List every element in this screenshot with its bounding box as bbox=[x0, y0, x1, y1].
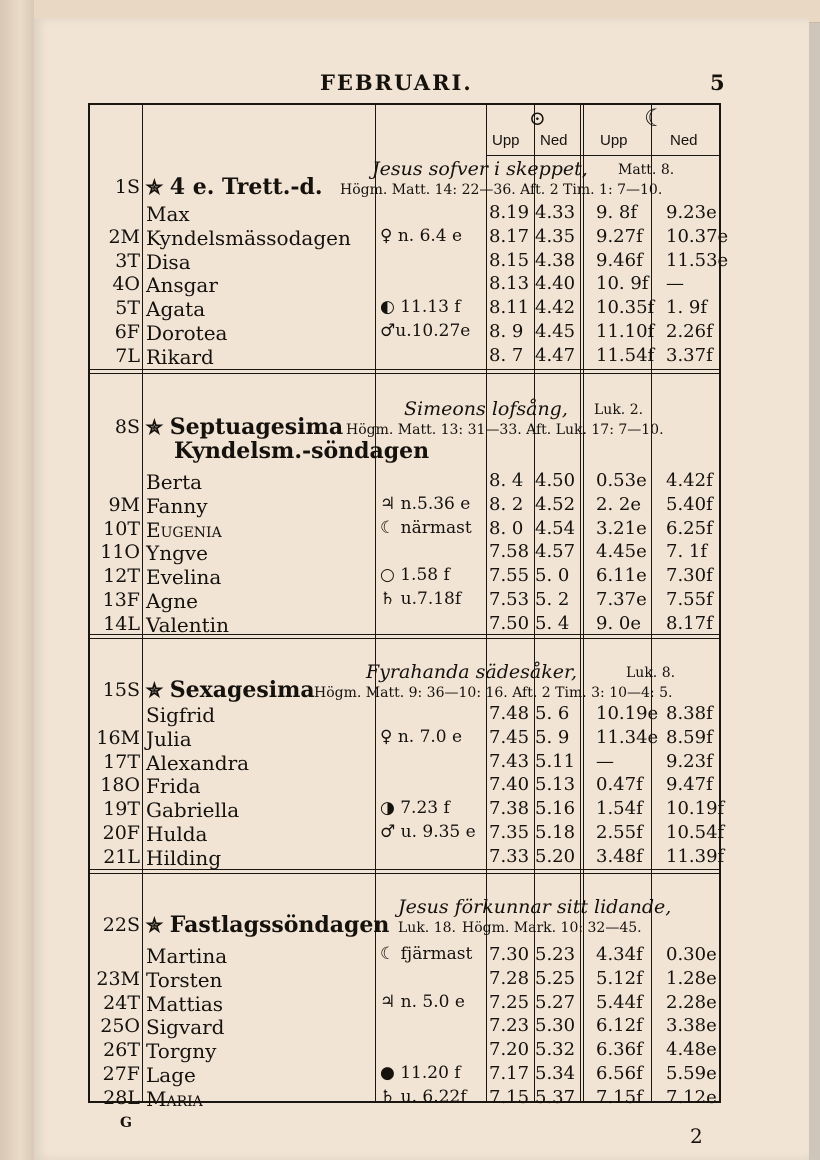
moon-set: 7.55f bbox=[666, 589, 713, 610]
signature-letter: G bbox=[120, 1115, 132, 1131]
saint-name: Sigvard bbox=[146, 1015, 225, 1040]
week-divider-3b bbox=[90, 873, 719, 874]
astro-note: ◑ 7.23 f bbox=[380, 798, 450, 819]
sun-rise: 7.55 bbox=[489, 565, 530, 587]
moon-set: 11.53e bbox=[666, 249, 729, 271]
saint-name: Sigfrid bbox=[146, 703, 216, 727]
moon-set: — bbox=[666, 273, 684, 295]
sunday-title-text: 4 e. Trett.-d. bbox=[169, 174, 323, 200]
saint-name: Agata bbox=[146, 297, 206, 322]
saint-name: Frida bbox=[146, 774, 201, 799]
moon-set: 5.59e bbox=[666, 1063, 717, 1084]
saint-name: Disa bbox=[146, 249, 191, 274]
sun-rise: 8.17 bbox=[489, 225, 530, 247]
sun-rise: 7.15 bbox=[489, 1086, 530, 1108]
gospel-ref: Luk. 18. bbox=[398, 920, 456, 936]
rule-moon bbox=[651, 105, 652, 1101]
astro-note: ♃ n. 5.0 e bbox=[380, 991, 465, 1012]
moon-set: 8.38f bbox=[666, 703, 713, 724]
moon-set: 2.28e bbox=[666, 991, 717, 1013]
day-label: 26T bbox=[103, 1039, 140, 1062]
month-title: FEBRUARI. bbox=[320, 70, 473, 95]
moon-rise: 6.36f bbox=[596, 1039, 643, 1061]
moon-set: 8.59f bbox=[666, 726, 713, 748]
saint-name: Hulda bbox=[146, 822, 208, 846]
moon-rise: 10.35f bbox=[596, 297, 655, 319]
sun-rise: 7.20 bbox=[489, 1039, 530, 1061]
day-label: 27F bbox=[102, 1063, 140, 1085]
sun-rise: 8.15 bbox=[489, 249, 530, 271]
sun-rise: 8.19 bbox=[489, 202, 530, 223]
sun-set: 4.50 bbox=[535, 470, 576, 491]
moon-rise: 3.21e bbox=[596, 517, 647, 539]
gospel-text: Jesus sofver i skeppet, bbox=[372, 158, 588, 180]
day-label: 9M bbox=[108, 493, 140, 516]
moon-rise: 9.27f bbox=[596, 225, 643, 247]
sun-rise: 7.28 bbox=[489, 967, 530, 989]
sunday-readings: Högm. Mark. 10: 32—45. bbox=[462, 920, 642, 936]
saint-name: Hilding bbox=[146, 845, 222, 870]
moon-set: 9.23e bbox=[666, 202, 717, 223]
sun-rise: 7.43 bbox=[489, 750, 530, 772]
sun-rise: 8. 7 bbox=[489, 344, 524, 366]
sun-down-header: Ned bbox=[540, 132, 568, 149]
sun-set: 5.18 bbox=[535, 822, 576, 843]
sunday-readings: Högm. Matt. 14: 22—36. Aft. 2 Tim. 1: 7—10. bbox=[340, 182, 663, 198]
moon-set: 7.12e bbox=[666, 1086, 717, 1108]
sun-set: 5.30 bbox=[535, 1015, 576, 1037]
sun-rise: 7.45 bbox=[489, 726, 530, 748]
sun-rise: 7.40 bbox=[489, 774, 530, 796]
sun-set: 4.40 bbox=[535, 273, 576, 295]
moon-set: 8.17f bbox=[666, 612, 713, 634]
moon-rise: 10.19e bbox=[596, 703, 659, 724]
sunday-star-icon: ✮ bbox=[146, 913, 170, 937]
moon-set: 11.39f bbox=[666, 845, 725, 867]
saint-name: Fanny bbox=[146, 493, 208, 518]
moon-rise: 4.45e bbox=[596, 541, 647, 563]
saint-name: Alexandra bbox=[146, 750, 250, 775]
moon-set: 4.48e bbox=[666, 1039, 717, 1061]
sunday-date: 1S bbox=[114, 176, 140, 198]
rule-sun-moon bbox=[580, 105, 584, 1101]
saint-name: Valentin bbox=[146, 612, 229, 637]
moon-set: 1.28e bbox=[666, 967, 717, 989]
sun-set: 5.27 bbox=[535, 991, 576, 1013]
sun-rise: 7.38 bbox=[489, 798, 530, 820]
rule-day bbox=[142, 105, 143, 1101]
day-label: 20F bbox=[102, 822, 140, 844]
saint-name: Maria bbox=[146, 1086, 203, 1111]
moon-rise: 6.56f bbox=[596, 1063, 643, 1084]
moon-rise: 6.11e bbox=[596, 565, 647, 587]
moon-set: 2.26f bbox=[666, 321, 713, 342]
week-divider-2b bbox=[90, 638, 719, 639]
gospel-ref: Luk. 8. bbox=[626, 665, 676, 681]
day-label: 5T bbox=[115, 297, 140, 320]
sheet-number: 2 bbox=[690, 1124, 703, 1148]
moon-set: 5.40f bbox=[666, 493, 713, 515]
sun-rise: 7.48 bbox=[489, 703, 530, 724]
sunday-title-text: Fastlagssöndagen bbox=[169, 912, 390, 938]
saint-name: Julia bbox=[146, 726, 192, 751]
day-label: 10T bbox=[103, 517, 140, 540]
moon-rise: 3.48f bbox=[596, 845, 643, 867]
moon-set: 0.30e bbox=[666, 944, 717, 965]
moon-rise: 2. 2e bbox=[596, 493, 641, 515]
sun-rise: 7.35 bbox=[489, 822, 530, 843]
sunday-title-text: Sexagesima bbox=[169, 677, 315, 703]
moon-set: 10.54f bbox=[666, 822, 725, 843]
moon-set: 9.47f bbox=[666, 774, 713, 796]
moon-rise: 10. 9f bbox=[596, 273, 649, 295]
sun-rise: 7.50 bbox=[489, 612, 530, 634]
moon-rise: 11.34e bbox=[596, 726, 659, 748]
sunday-title bbox=[146, 912, 389, 938]
moon-set: 3.38e bbox=[666, 1015, 717, 1037]
day-label: 25O bbox=[100, 1015, 140, 1038]
day-label: 18O bbox=[100, 774, 140, 797]
moon-set: 4.42f bbox=[666, 470, 713, 491]
day-label: 6F bbox=[114, 321, 140, 343]
sunday-readings: Högm. Matt. 9: 36—10: 16. Aft. 2 Tim. 3: 10—4: 5. bbox=[314, 685, 673, 701]
rule-name bbox=[375, 105, 376, 1101]
moon-set: 10.37e bbox=[666, 225, 729, 247]
saint-name: Evelina bbox=[146, 565, 222, 590]
moon-set: 10.19f bbox=[666, 798, 725, 820]
sunday-star-icon: ✮ bbox=[146, 678, 170, 702]
saint-name: Berta bbox=[146, 470, 203, 494]
sun-set: 5.32 bbox=[535, 1039, 576, 1061]
sun-rise: 7.17 bbox=[489, 1063, 530, 1084]
sun-set: 4.35 bbox=[535, 225, 576, 247]
day-label: 17T bbox=[103, 750, 140, 773]
moon-up-header: Upp bbox=[600, 132, 628, 149]
sun-rise: 8. 2 bbox=[489, 493, 524, 515]
day-label: 7L bbox=[115, 344, 140, 367]
sunday-date: 22S bbox=[102, 914, 140, 936]
sun-rise: 7.53 bbox=[489, 589, 530, 610]
moon-set: 7.30f bbox=[666, 565, 713, 587]
saint-name: Torgny bbox=[146, 1039, 217, 1064]
astro-note: ♀ n. 7.0 e bbox=[380, 726, 463, 747]
moon-rise: — bbox=[596, 750, 614, 772]
page-number: 5 bbox=[710, 70, 725, 95]
sunday-title bbox=[146, 414, 343, 440]
saint-name: Eugenia bbox=[146, 517, 222, 542]
sun-rise: 8.13 bbox=[489, 273, 530, 295]
sun-set: 5.34 bbox=[535, 1063, 576, 1084]
sun-set: 5.16 bbox=[535, 798, 576, 820]
moon-set: 9.23f bbox=[666, 750, 713, 772]
saint-name: Rikard bbox=[146, 344, 214, 369]
gospel-text: Fyrahanda sädesåker, bbox=[366, 661, 578, 683]
sun-rise: 7.30 bbox=[489, 944, 530, 965]
left-page-edge bbox=[0, 0, 34, 1160]
moon-icon: ☾ bbox=[644, 104, 666, 132]
saint-name: Gabriella bbox=[146, 798, 240, 823]
sunday-star-icon: ✮ bbox=[146, 175, 170, 199]
moon-rise: 1.54f bbox=[596, 798, 643, 820]
sun-set: 5.13 bbox=[535, 774, 576, 796]
moon-rise: 6.12f bbox=[596, 1015, 643, 1037]
astro-note: ● 11.20 f bbox=[380, 1063, 461, 1083]
sunday-date: 8S bbox=[114, 416, 140, 438]
moon-rise: 2.55f bbox=[596, 822, 643, 843]
astro-note: ○ 1.58 f bbox=[380, 565, 450, 586]
sun-set: 5. 2 bbox=[535, 589, 570, 610]
moon-rise: 9.46f bbox=[596, 249, 643, 271]
day-label: 4O bbox=[112, 273, 140, 296]
sunday-subtitle: Kyndelsm.-söndagen bbox=[174, 438, 430, 464]
sun-rise: 8. 0 bbox=[489, 517, 524, 539]
astro-note: ♀ n. 6.4 e bbox=[380, 225, 463, 246]
sun-rise: 7.58 bbox=[489, 541, 530, 563]
day-label: 3T bbox=[115, 249, 140, 272]
sun-icon: ⊙ bbox=[529, 106, 546, 130]
day-label: 11O bbox=[100, 541, 140, 564]
sun-set: 4.57 bbox=[535, 541, 576, 563]
sun-rise: 7.33 bbox=[489, 845, 530, 867]
astro-note: ♂u.10.27e bbox=[380, 321, 471, 341]
astro-note: ♂ u. 9.35 e bbox=[380, 822, 476, 842]
sun-set: 4.45 bbox=[535, 321, 576, 342]
saint-name: Lage bbox=[146, 1063, 196, 1087]
saint-name: Kyndelsmässodagen bbox=[146, 225, 351, 250]
day-label: 24T bbox=[103, 991, 140, 1014]
astro-note: ♄ u. 6.22f bbox=[380, 1086, 467, 1107]
sun-rise: 8. 4 bbox=[489, 470, 524, 491]
sunday-date: 15S bbox=[102, 679, 140, 701]
header-rule bbox=[486, 155, 719, 156]
rule-note bbox=[486, 105, 487, 1101]
sun-rise: 7.25 bbox=[489, 991, 530, 1013]
gospel-ref: Luk. 2. bbox=[594, 402, 644, 418]
sun-set: 4.42 bbox=[535, 297, 576, 319]
moon-rise: 11.10f bbox=[596, 321, 655, 342]
moon-set: 6.25f bbox=[666, 517, 713, 539]
moon-rise: 9. 0e bbox=[596, 612, 641, 634]
sun-rise: 7.23 bbox=[489, 1015, 530, 1037]
moon-set: 1. 9f bbox=[666, 297, 708, 319]
day-label: 12T bbox=[103, 565, 140, 588]
sun-set: 5.25 bbox=[535, 967, 576, 989]
gospel-text: Simeons lofsång, bbox=[404, 398, 568, 420]
moon-rise: 4.34f bbox=[596, 944, 643, 965]
moon-down-header: Ned bbox=[670, 132, 698, 149]
saint-name: Ansgar bbox=[146, 273, 218, 298]
saint-name: Max bbox=[146, 202, 190, 226]
week-divider-1 bbox=[90, 369, 719, 370]
astro-note: ♄ u.7.18f bbox=[380, 589, 462, 609]
gospel-text: Jesus förkunnar sitt lidande, bbox=[398, 896, 672, 918]
sunday-title-text: Septuagesima bbox=[169, 414, 344, 440]
sun-set: 5.37 bbox=[535, 1086, 576, 1108]
moon-set: 3.37f bbox=[666, 344, 713, 366]
saint-name: Dorotea bbox=[146, 321, 228, 345]
sunday-readings: Högm. Matt. 13: 31—33. Aft. Luk. 17: 7—10. bbox=[346, 422, 664, 438]
moon-rise: 0.53e bbox=[596, 470, 647, 491]
moon-rise: 11.54f bbox=[596, 344, 655, 366]
moon-rise: 5.44f bbox=[596, 991, 643, 1013]
sun-rise: 8.11 bbox=[489, 297, 530, 319]
day-label: 21L bbox=[103, 845, 140, 868]
sun-set: 5. 0 bbox=[535, 565, 570, 587]
moon-rise: 5.12f bbox=[596, 967, 643, 989]
day-label: 13F bbox=[102, 589, 140, 611]
sun-set: 5.11 bbox=[535, 750, 576, 772]
sun-up-header: Upp bbox=[492, 132, 520, 149]
day-label: 16M bbox=[96, 726, 140, 749]
sun-set: 4.54 bbox=[535, 517, 576, 539]
saint-name: Martina bbox=[146, 944, 228, 968]
astro-note: ☾ närmast bbox=[380, 517, 472, 538]
sun-set: 5.20 bbox=[535, 845, 576, 867]
sun-set: 4.33 bbox=[535, 202, 576, 223]
moon-rise: 9. 8f bbox=[596, 202, 638, 223]
moon-rise: 0.47f bbox=[596, 774, 643, 796]
page-header bbox=[0, 70, 820, 100]
sun-set: 5. 6 bbox=[535, 703, 570, 724]
sun-set: 4.38 bbox=[535, 249, 576, 271]
saint-name: Agne bbox=[146, 589, 198, 613]
sun-set: 5. 4 bbox=[535, 612, 570, 634]
day-label: 2M bbox=[108, 225, 140, 248]
moon-rise: 7.15f bbox=[596, 1086, 643, 1108]
day-label: 23M bbox=[96, 967, 140, 990]
astro-note: ◐ 11.13 f bbox=[380, 297, 461, 318]
astro-note: ♃ n.5.36 e bbox=[380, 493, 471, 514]
sunday-title bbox=[146, 677, 315, 703]
day-label: 28L bbox=[103, 1086, 140, 1109]
day-label: 19T bbox=[103, 798, 140, 821]
sun-set: 4.52 bbox=[535, 493, 576, 515]
saint-name: Torsten bbox=[146, 967, 223, 992]
sun-set: 5.23 bbox=[535, 944, 576, 965]
week-divider-1b bbox=[90, 373, 719, 374]
sun-set: 4.47 bbox=[535, 344, 576, 366]
saint-name: Yngve bbox=[146, 541, 209, 566]
sun-set: 5. 9 bbox=[535, 726, 570, 748]
sun-rise: 8. 9 bbox=[489, 321, 524, 342]
moon-set: 7. 1f bbox=[666, 541, 708, 563]
sunday-star-icon: ✮ bbox=[146, 415, 170, 439]
sunday-title bbox=[146, 174, 323, 200]
moon-rise: 7.37e bbox=[596, 589, 647, 610]
day-label: 14L bbox=[103, 612, 140, 635]
astro-note: ☾ fjärmast bbox=[380, 944, 473, 964]
saint-name: Mattias bbox=[146, 991, 224, 1016]
gospel-ref: Matt. 8. bbox=[618, 162, 675, 178]
